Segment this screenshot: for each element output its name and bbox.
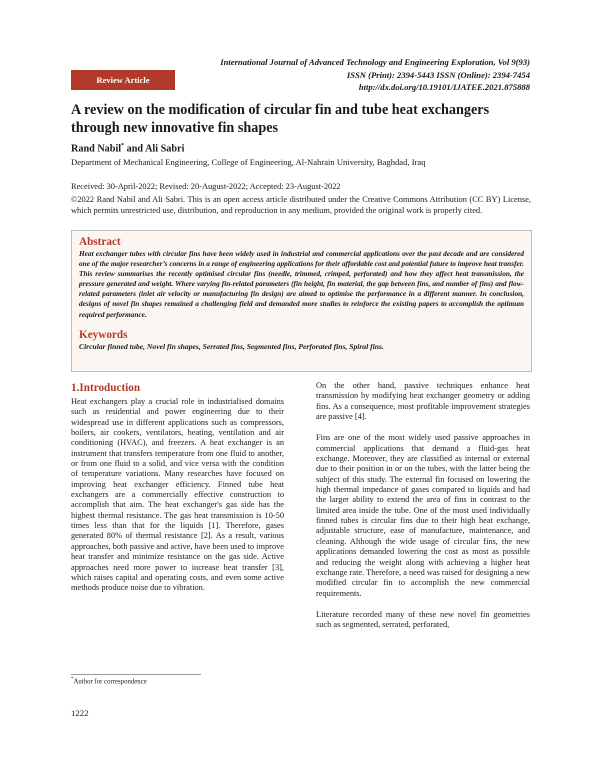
footnote-rule bbox=[71, 674, 201, 675]
abstract-text: Heat exchanger tubes with circular fins have been widely used in industrial and commercial applications over the past decade and are considered one of the major researcher’s concerns in a range of engineering applications for their affordable cost and potential future to improve heat transfer. This review summarises the recently optimised circular fins (needle, trimmed, crimped, perforated) and how they affect heat transmission, the pressure generated and weight. Where varying fin-related parameters (fin height, fin material, the gap between fins, and number of fins) and flow-related parameters (inlet air velocity or manufacturing fin design) are aimed to optimise the performance in a different manner. In conclusion, designs of novel fin shapes remained a challenging field and demanded more studies to reinforce the existing papers to accomplish the optimum required performance. bbox=[79, 249, 524, 319]
journal-doi[interactable]: http://dx.doi.org/10.19101/IJATEE.2021.875888 bbox=[358, 82, 530, 93]
body-paragraph: Heat exchangers play a crucial role in industrialised domains such as residential and power engineering due to their widespread use in different applications such as compressors, boilers, air cookers, ventilators, heating, ventilation and air conditioning (HVAC), and freezers. A heat exchanger is an instrument that transfers temperature from one fluid to another, or from one fluid to a solid, and vice versa with the condition of temperature variations. Many researches have focused on improving heat exchanger efficiency. Finned tube heat exchangers are a commercially effective construction to accomplish that aim. The heat exchanger's gas side has the highest thermal resistance. The gas heat transmission is 10-50 times less than that for the liquids [1]. Therefore, gases generated 80% of thermal resistance [2]. As a result, various approaches, both passive and active, have been used to improve heat transfer and minimize resistance on the gas side. Active approaches need more power to increase heat transfer [3], which raises capital and operating costs, and even some active methods produce noise due to vibration. bbox=[71, 397, 284, 593]
affiliation: Department of Mechanical Engineering, College of Engineering, Al-Nahrain University, Baghdad, Iraq bbox=[71, 157, 426, 167]
footnote-mark: * bbox=[71, 677, 74, 682]
article-type-badge: Review Article bbox=[71, 70, 175, 90]
body-paragraph: Fins are one of the most widely used passive approaches in commercial applications that demand a fluid-gas heat exchange. Moreover, they are classified as internal or external due to their position in or on the tubes, with the latter being the subject of this study. The external fin focused on lowering the high thermal impedance of gases compared to liquids and had the larger ability to extend the area of fins in contrast to the limited area inside the tube. One of the most used individually finned tubes is circular fins due to their high heat exchange, adjustable structure, ease of manufacture, maintenance, and cleaning. Although the wide usage of circular fins, the new applications demanded lowering the cost as most as possible and reducing the weight along with achieving a higher heat exchange rate. Therefore, a need was raised for designing a new modified circular fin to accomplish the new commercial requirements. bbox=[316, 433, 530, 598]
footnote bbox=[71, 677, 147, 685]
right-column bbox=[316, 381, 530, 642]
keywords-text: Circular finned tube, Novel fin shapes, Serrated fins, Segmented fins, Perforated fins, Spiral fins. bbox=[79, 341, 384, 351]
author-list bbox=[71, 143, 184, 154]
keywords-heading: Keywords bbox=[79, 328, 128, 341]
license-text: ©2022 Rand Nabil and Ali Sabri. This is an open access article distributed under the Creative Commons Attribution (CC BY) License, which permits unrestricted use, distribution, and reproduction in any medium, provided the original work is properly cited. bbox=[71, 195, 531, 215]
paper-title: A review on the modification of circular fin and tube heat exchangers through new innovative fin shapes bbox=[71, 102, 490, 136]
journal-name: International Journal of Advanced Technology and Engineering Exploration, Vol 9(93) bbox=[220, 57, 530, 67]
corresponding-mark: * bbox=[121, 143, 125, 149]
footnote-text: Author for correspondence bbox=[73, 678, 147, 686]
page-number: 1222 bbox=[71, 708, 89, 718]
abstract-heading: Abstract bbox=[79, 236, 121, 248]
author-name: and Ali Sabri bbox=[124, 143, 185, 155]
section-heading: 1.Introduction bbox=[71, 382, 141, 394]
author-name: Rand Nabil bbox=[71, 143, 122, 155]
body-paragraph: On the other hand, passive techniques enhance heat transmission by modifying heat exchanger geometry or adding fins. As a consequence, most profitable improvement strategies are passive [4]. bbox=[316, 381, 530, 422]
abstract-box bbox=[71, 230, 532, 372]
left-column bbox=[71, 381, 284, 605]
body-paragraph: Literature recorded many of these new novel fin geometries such as segmented, serrated, perforated, bbox=[316, 609, 530, 630]
journal-issn: ISSN (Print): 2394-5443 ISSN (Online): 2394-7454 bbox=[346, 69, 530, 80]
submission-dates: Received: 30-April-2022; Revised: 20-August-2022; Accepted: 23-August-2022 bbox=[71, 182, 341, 191]
journal-header bbox=[150, 56, 530, 94]
